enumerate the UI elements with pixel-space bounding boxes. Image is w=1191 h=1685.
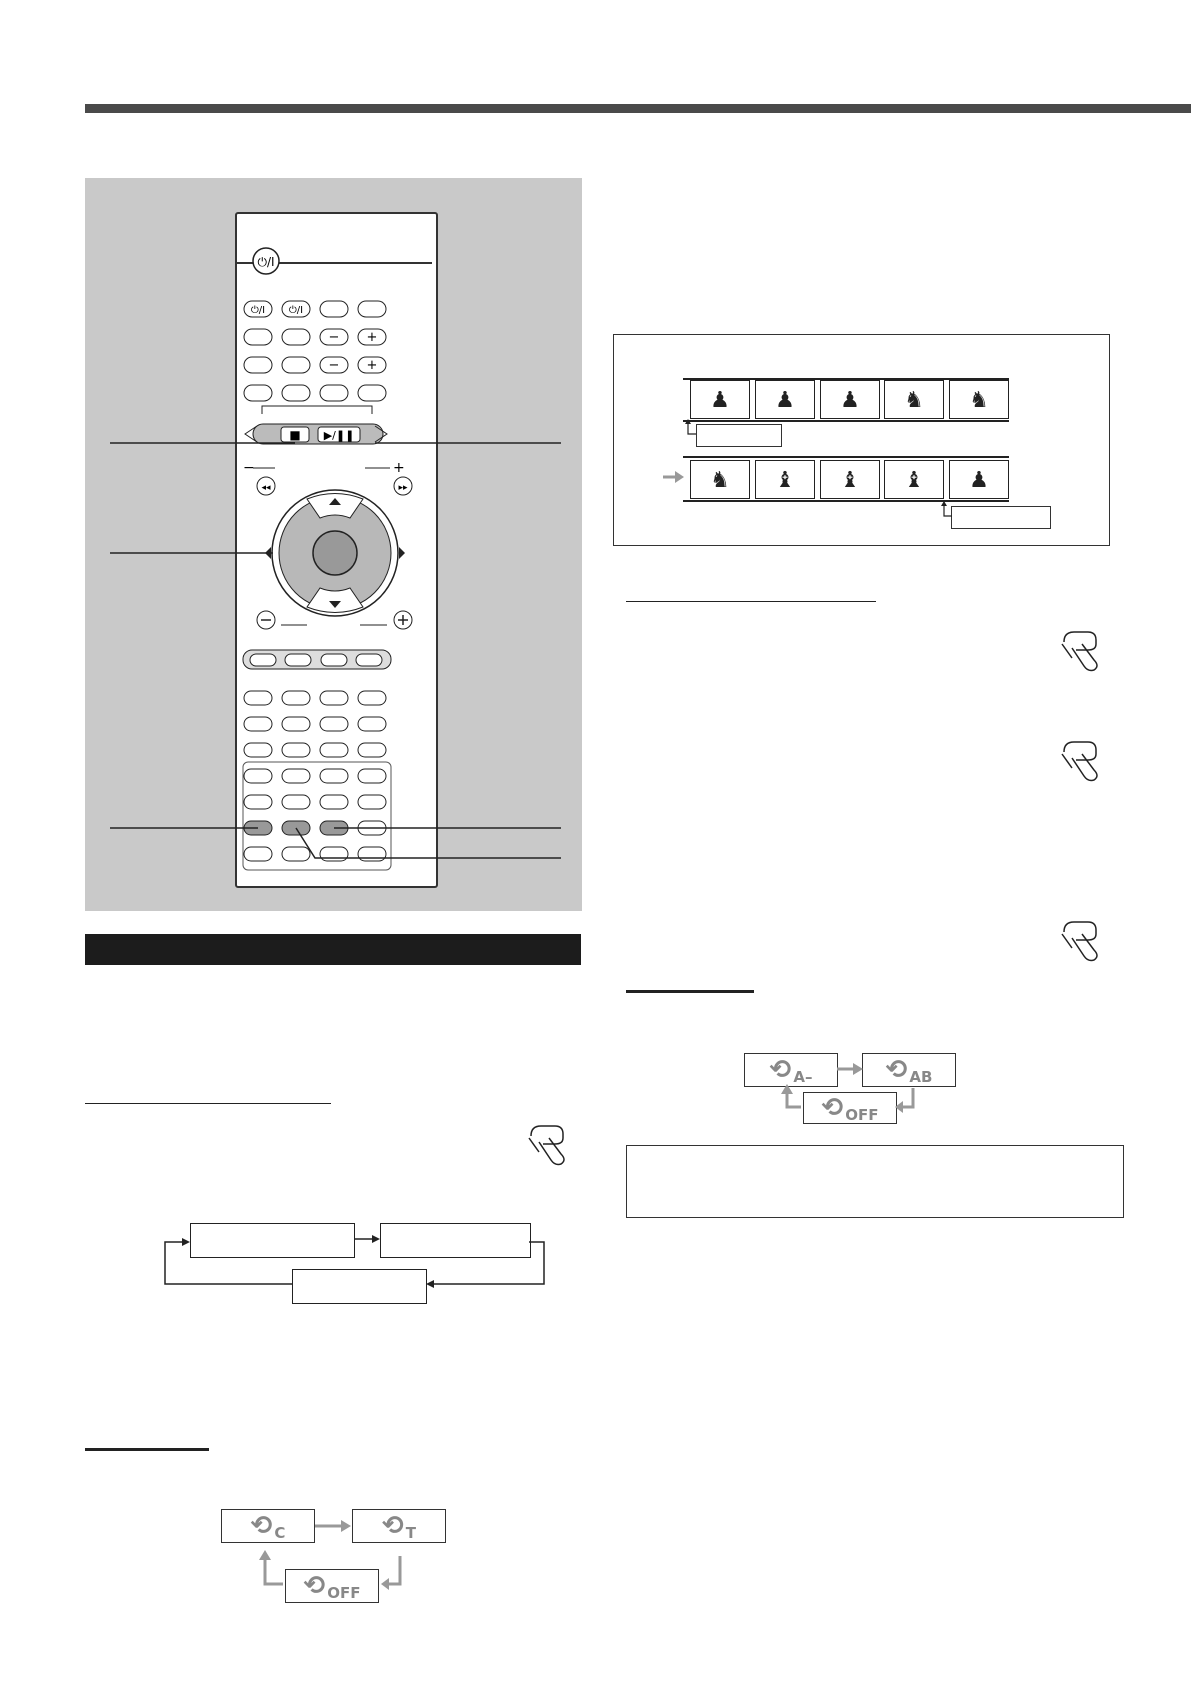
repeat-icon: ⟲	[821, 1093, 844, 1123]
repeat-flow-arrows-right	[775, 1060, 925, 1120]
remote-drawing	[85, 178, 582, 911]
note-box	[626, 1145, 1124, 1218]
figure-icon: ♟	[840, 386, 860, 412]
figure-icon: ♞	[904, 386, 924, 412]
stop-icon: ■	[289, 428, 301, 442]
frame-thumb	[884, 380, 944, 419]
figure-icon: ♟	[969, 466, 989, 492]
power-main-label: ⏻/I	[257, 255, 275, 269]
button-row-1	[244, 301, 386, 317]
enter-button	[313, 531, 357, 575]
button-row-2	[244, 329, 386, 345]
minus-label-2: −	[328, 358, 340, 373]
point-b-marker	[940, 500, 954, 520]
repeat-t-label: T	[405, 1524, 417, 1542]
figure-icon: ♝	[904, 466, 924, 492]
repeat-ab-label: AB	[909, 1068, 933, 1086]
tip-heading-underline	[85, 1448, 209, 1451]
fast-forward-icon: ▸▸	[398, 483, 408, 493]
subheading-underline	[85, 1103, 331, 1104]
repeat-icon: ⟲	[303, 1571, 326, 1601]
header-rule	[85, 104, 1191, 113]
tip-heading-underline-right	[626, 990, 754, 993]
repeat-c-label: C	[274, 1524, 286, 1542]
figure-icon: ♝	[775, 466, 795, 492]
frame-thumb	[820, 460, 880, 499]
repeat-off-label: OFF	[327, 1584, 361, 1602]
figure-icon: ♞	[969, 386, 989, 412]
frame-thumb	[949, 460, 1009, 499]
button	[320, 301, 348, 317]
finger-press-icon	[1058, 920, 1100, 964]
frame-thumb	[690, 460, 750, 499]
repeat-flow-arrows-left	[255, 1518, 415, 1593]
skip-plus-label: +	[393, 460, 405, 476]
repeat-icon: ⟲	[250, 1511, 273, 1541]
button-row-3	[244, 357, 386, 373]
frame-thumb	[884, 460, 944, 499]
arrow-right-icon	[399, 547, 405, 559]
numeric-keypad	[244, 691, 386, 861]
figure-icon: ♞	[710, 466, 730, 492]
figure-icon: ♟	[775, 386, 795, 412]
plus-label-1: +	[366, 330, 378, 345]
finger-press-icon	[1058, 740, 1100, 784]
subheading-underline-right	[626, 601, 876, 602]
frame-thumb	[755, 380, 815, 419]
point-a-label-box	[696, 424, 782, 447]
flow-arrows	[160, 1220, 560, 1310]
power-small-label-1: ⏻/I	[250, 305, 266, 316]
point-a-marker	[684, 418, 698, 438]
figure-icon: ♝	[840, 466, 860, 492]
repeat-icon: ⟲	[381, 1511, 404, 1541]
figure-icon: ♟	[710, 386, 730, 412]
frame-thumb	[690, 380, 750, 419]
repeat-icon: ⟲	[885, 1055, 908, 1085]
point-b-label-box	[951, 506, 1051, 529]
skip-minus-label: −	[243, 460, 255, 476]
frame-thumb	[755, 460, 815, 499]
power-small-label-2: ⏻/I	[288, 305, 304, 316]
repeat-off-label-right: OFF	[845, 1106, 879, 1124]
rewind-icon: ◂◂	[261, 483, 271, 493]
repeat-a-label: A–	[793, 1068, 813, 1086]
repeat-icon: ⟲	[769, 1055, 792, 1085]
finger-press-icon	[1058, 630, 1100, 674]
plus-label-2: +	[366, 358, 378, 373]
play-pause-icon: ▶/❚❚	[323, 429, 355, 442]
button-row-4	[244, 385, 386, 401]
frame-thumb	[949, 380, 1009, 419]
section-heading-bar	[85, 934, 581, 965]
finger-press-icon	[525, 1124, 567, 1168]
continue-arrow-icon	[662, 470, 686, 484]
frame-thumb	[820, 380, 880, 419]
button	[358, 301, 386, 317]
minus-label-1: −	[328, 330, 340, 345]
